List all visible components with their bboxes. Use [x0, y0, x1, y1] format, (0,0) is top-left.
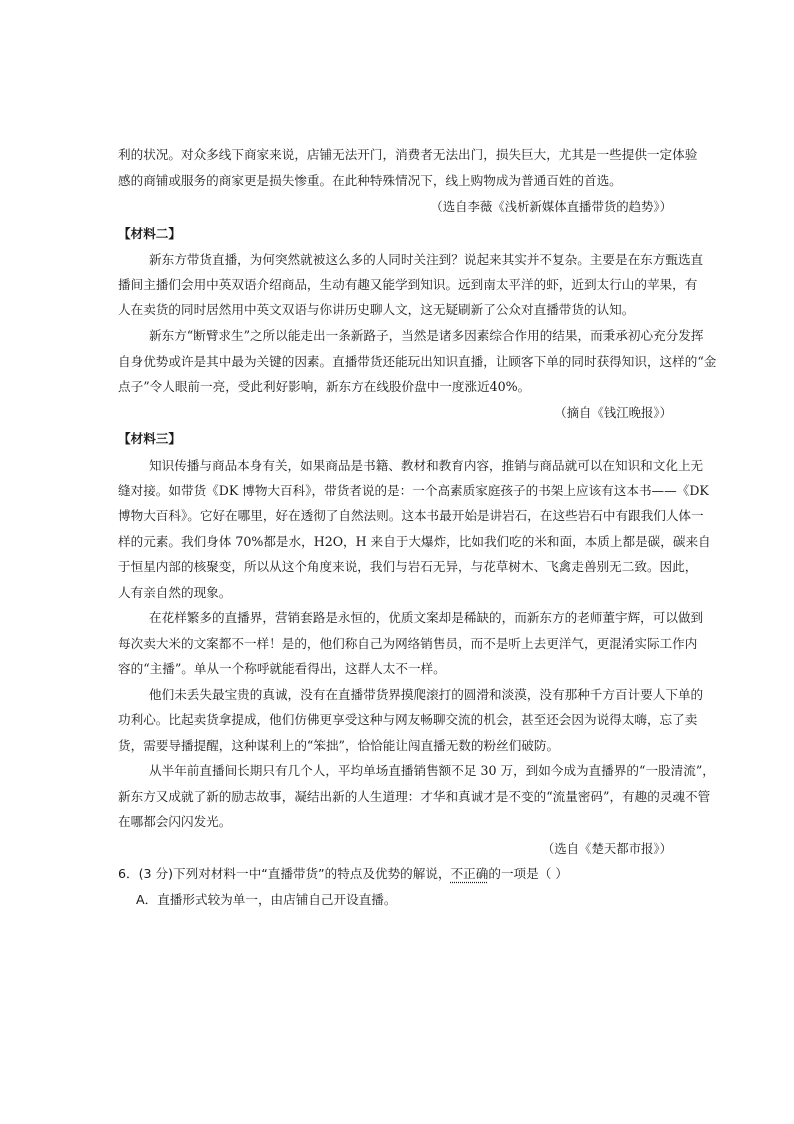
- material3-line-8: 每次卖大米的文案都不一样！是的，他们称自己为网络销售员，而不是听上去更洋气，更混淆实际工作内: [118, 636, 698, 651]
- material2-line-2: 播间主播们会用中英双语介绍商品，生动有趣又能学到知识。远到南太平洋的虾，近到太行山的苹果，有: [118, 277, 698, 292]
- intro-source: （选自李薇《浅析新媒体直播带货的趋势》）: [430, 199, 672, 214]
- question-6-prefix: 6．(3 分)下列对材料一中“直播带货”的特点及优势的解说，: [118, 866, 451, 881]
- material3-line-3: 博物大百科》。它好在哪里，好在透彻了自然法则。这本书最开始是讲岩石，在这些岩石中有跟我们人体一: [118, 508, 704, 523]
- material2-line-3: 人在卖货的同时居然用中英文双语与你讲历史聊人文，这无疑刷新了公众对直播带货的认知。: [118, 302, 635, 317]
- question-6-suffix: 的一项是（ ）: [488, 866, 568, 881]
- material2-line-5: 自身优势或许是其中最为关键的因素。直播带货还能玩出知识直播，让顾客下单的同时获得知识，这样的“金: [118, 354, 717, 369]
- material3-line-12: 货，需要导播提醒，这种谋利上的“笨拙”，恰恰能让闯直播无数的粉丝们破防。: [118, 738, 560, 753]
- material2-line-4: 新东方“断臂求生”之所以能走出一条新路子，当然是诸多因素综合作用的结果，而秉承初心充分发挥: [149, 328, 704, 343]
- material3-line-10: 他们未丢失最宝贵的真诚，没有在直播带货界摸爬滚打的圆滑和淡漠，没有那种千方百计要人下单的: [149, 687, 704, 702]
- material3-line-6: 人有亲自然的现象。: [118, 585, 232, 600]
- material3-line-4: 样的元素。我们身体 70%都是水，H2O，H 来自于大爆炸，比如我们吃的米和面，本质上都是碳，碳来自: [118, 534, 711, 549]
- material3-heading: 【材料三】: [118, 431, 181, 446]
- material3-line-15: 在哪都会闪闪发光。: [118, 814, 232, 829]
- question-6: [118, 865, 568, 883]
- material3-line-9: 容的“主播”。单从一个称呼就能看得出，这群人太不一样。: [118, 661, 446, 676]
- material2-heading: 【材料二】: [118, 226, 181, 241]
- material3-line-14: 新东方又成就了新的励志故事，凝结出新的人生道理：才华和真诚才是不变的“流量密码”，有趣的灵魂不管: [118, 789, 711, 804]
- question-6-option-a: A．直播形式较为单一，由店铺自己开设直播。: [136, 892, 397, 907]
- intro-line-2: 感的商铺或服务的商家更是损失惨重。在此种特殊情况下，线上购物成为普通百姓的首选。: [118, 173, 622, 188]
- material2-line-6: 点子”令人眼前一亮，受此利好影响，新东方在线股价盘中一度涨近40%。: [118, 379, 531, 394]
- material3-line-7: 在花样繁多的直播界，营销套路是永恒的，优质文案却是稀缺的，而新东方的老师董宇辉，可以做到: [149, 610, 704, 625]
- material3-line-2: 缝对接。如带货《DK 博物大百科》，带货者说的是：一个高素质家庭孩子的书架上应该有这本书——《DK: [118, 483, 709, 498]
- material2-line-1: 新东方带货直播，为何突然就被这么多的人同时关注到？说起来其实并不复杂。主要是在东方甄选直: [149, 252, 704, 267]
- material3-line-1: 知识传播与商品本身有关，如果商品是书籍、教材和教育内容，推销与商品就可以在知识和文化上无: [149, 458, 704, 473]
- material3-line-13: 从半年前直播间长期只有几个人，平均单场直播销售额不足 30 万，到如今成为直播界的“一股清流”，: [149, 763, 715, 778]
- intro-line-1: 利的状况。对众多线下商家来说，店铺无法开门，消费者无法出门，损失巨大，尤其是一些提供一定体验: [118, 147, 698, 162]
- question-6-emphasis: 不正确: [450, 866, 489, 881]
- material3-line-5: 于恒星内部的核聚变，所以从这个角度来说，我们与岩石无异，与花草树木、飞禽走兽别无二致。因此，: [118, 559, 698, 574]
- material3-line-11: 功利心。比起卖货拿提成，他们仿佛更享受这种与网友畅聊交流的机会，甚至还会因为说得太嗨，忘了卖: [118, 712, 698, 727]
- material3-source: （选自《楚天都市报》）: [541, 841, 672, 856]
- material2-source: （摘自《钱江晚报》）: [554, 405, 672, 420]
